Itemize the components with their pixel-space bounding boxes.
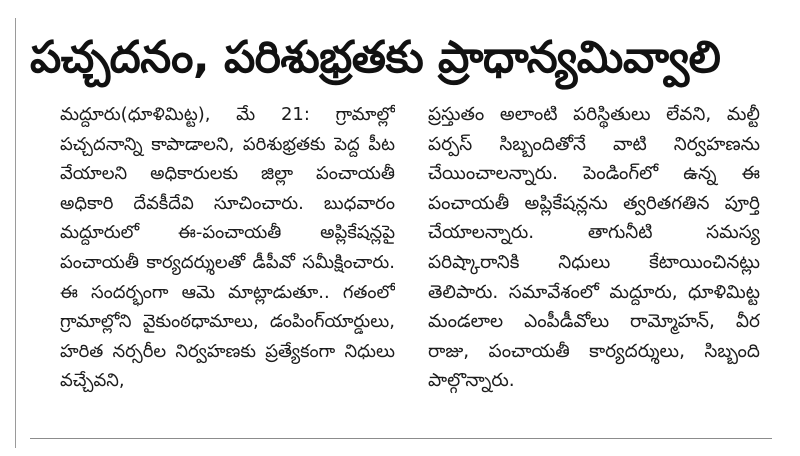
article-body-right-column: ప్రస్తుతం అలాంటి పరిస్థితులు లేవని, మల్టీ పర్పస్ సిబ్బందితోనే వాటి నిర్వహణను చేయించాలన్నారు. పెండింగ్‌లో ఉన్న ఈ పంచాయతీ అప్లికేషన్లను త్వరితగతిన పూర్తి చేయాలన్నారు. తాగునీటి సమస్య పరిష్కారానికి నిధులు కేటాయించినట్లు తెలిపారు. సమావేశంలో మద్దూరు, ధూళిమిట్ట మండలాల ఎంపీడీవోలు రామ్మోహన్, వీర రాజు, పంచాయతీ కార్యదర్శులు, సిబ్బంది పాల్గొన్నారు.	[428, 104, 760, 392]
article-headline: పచ్చదనం, పరిశుభ్రతకు ప్రాధాన్యమివ్వాలి	[30, 32, 721, 83]
article-body-left-column: మద్దూరు(ధూళిమిట్ట), మే 21: గ్రామాల్లో పచ్చదనాన్ని కాపాడాలని, పరిశుభ్రతకు పెద్ద పీట వేయాలని అధికారులకు జిల్లా పంచాయతీ అధికారి దేవకీదేవి సూచించారు. బుధవారం మద్దూరులో ఈ-పంచాయతీ అప్లికేషన్లపై పంచాయతీ కార్యదర్శులతో డీపీవో సమీక్షించారు. ఈ సందర్భంగా ఆమె మాట్లాడుతూ.. గతంలో గ్రామాల్లోని వైకుంఠధామాలు, డంపింగ్‌యార్డులు, హరిత నర్సరీల నిర్వహణకు ప్రత్యేకంగా నిధులు వచ్చేవని,	[60, 104, 395, 392]
article-bottom-rule	[30, 438, 772, 439]
column-divider-rule	[15, 18, 16, 448]
